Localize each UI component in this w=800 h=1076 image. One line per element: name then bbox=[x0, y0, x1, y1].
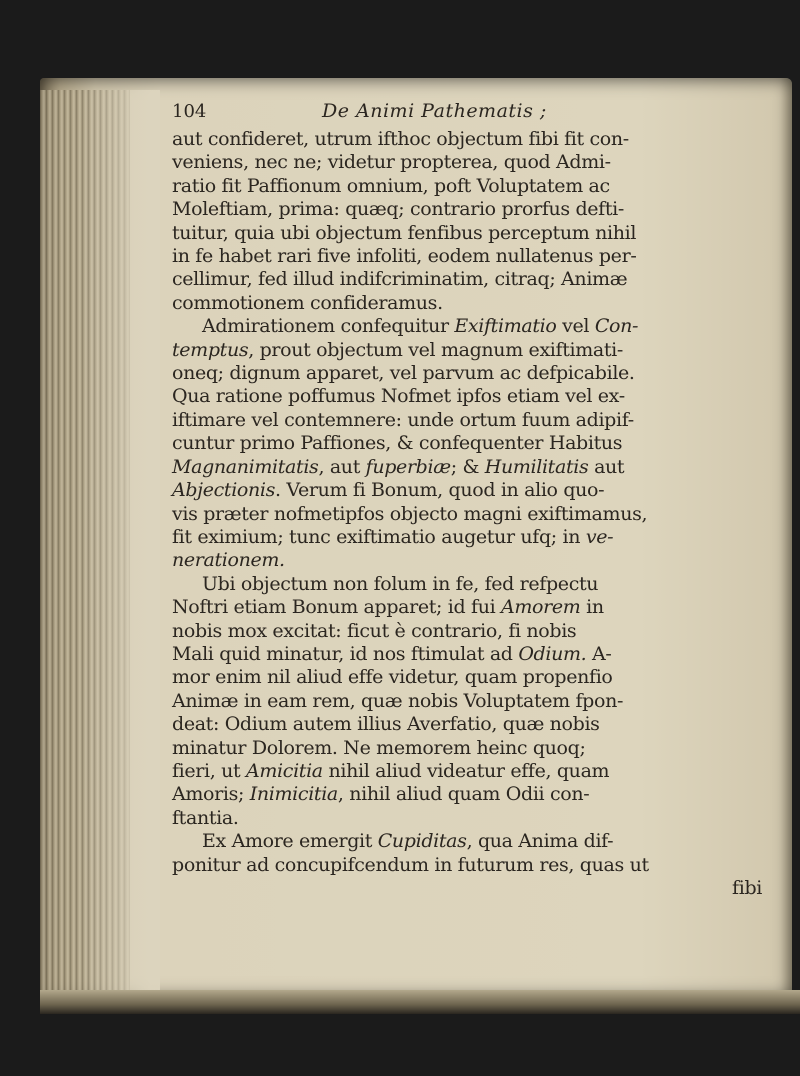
text-run: Animæ in eam rem, quæ nobis Voluptatem fpon- bbox=[172, 689, 624, 712]
text-line bbox=[172, 666, 772, 689]
text-line bbox=[172, 175, 772, 198]
text-line bbox=[172, 807, 772, 830]
text-line bbox=[172, 268, 772, 291]
text-run: . Verum fi Bonum, quod in alio quo- bbox=[275, 479, 605, 502]
text-line bbox=[172, 456, 772, 479]
text-run: commotionem confideramus. bbox=[172, 291, 443, 314]
text-run: vis præter nofmetipfos objecto magni exiftimamus, bbox=[172, 502, 648, 525]
text-line bbox=[172, 690, 772, 713]
text-line bbox=[172, 620, 772, 643]
text-run: ratio fit Paffionum omnium, poft Voluptatem ac bbox=[172, 174, 610, 197]
text-line bbox=[172, 830, 772, 853]
running-title: De Animi Pathematis ; bbox=[322, 100, 547, 122]
text-run: nobis mox excitat: ficut è contrario, fi nobis bbox=[172, 619, 577, 642]
italic-term: Odium. bbox=[518, 642, 587, 665]
page-number: 104 bbox=[172, 101, 207, 122]
page-header bbox=[172, 100, 772, 126]
text-run: ponitur ad concupifcendum in futurum res, quas ut bbox=[172, 853, 649, 876]
text-run: fieri, ut bbox=[172, 759, 247, 782]
text-line bbox=[172, 339, 772, 362]
text-line bbox=[172, 737, 772, 760]
text-run: aut bbox=[588, 455, 625, 478]
italic-term: Magnanimitatis bbox=[172, 455, 319, 478]
text-run: Qua ratione poffumus Nofmet ipfos etiam vel ex- bbox=[172, 385, 625, 408]
text-run: A- bbox=[586, 642, 612, 665]
text-line bbox=[172, 409, 772, 432]
text-run: cuntur primo Paffiones, & confequenter Habitus bbox=[172, 432, 623, 455]
text-line bbox=[172, 573, 772, 596]
text-run: vel bbox=[556, 315, 595, 338]
text-run: minatur Dolorem. Ne memorem heinc quoq; bbox=[172, 736, 586, 759]
text-run: oneq; dignum apparet, vel parvum ac defpicabile. bbox=[172, 362, 635, 385]
text-run: ftantia. bbox=[172, 806, 239, 829]
text-run: cellimur, fed illud indifcriminatim, citraq; Animæ bbox=[172, 268, 628, 291]
text-run: nihil aliud videatur effe, quam bbox=[322, 759, 610, 782]
italic-term: Amorem bbox=[501, 596, 581, 619]
text-line bbox=[172, 198, 772, 221]
text-run: , nihil aliud quam Odii con- bbox=[337, 783, 590, 806]
text-run: Noftri etiam Bonum apparet; id fui bbox=[172, 596, 501, 619]
text-line bbox=[172, 713, 772, 736]
text-run: fit eximium; tunc exiftimatio augetur ufq; in bbox=[172, 525, 586, 548]
text-line bbox=[172, 432, 772, 455]
italic-term: ve- bbox=[585, 525, 614, 548]
catchword: fibi bbox=[732, 877, 762, 899]
text-run: tuitur, quia ubi objectum fenfibus perceptum nihil bbox=[172, 221, 637, 244]
text-line bbox=[172, 760, 772, 783]
text-line bbox=[172, 503, 772, 526]
text-line bbox=[172, 526, 772, 549]
text-run: mor enim nil aliud effe videtur, quam propenfio bbox=[172, 666, 613, 689]
text-line bbox=[172, 245, 772, 268]
text-line bbox=[172, 479, 772, 502]
italic-term: Amicitia bbox=[246, 759, 323, 782]
italic-term: Exiftimatio bbox=[454, 315, 557, 338]
italic-term: Cupiditas bbox=[377, 830, 467, 853]
text-line bbox=[172, 292, 772, 315]
text-run: veniens, nec ne; videtur propterea, quod Admi- bbox=[172, 151, 611, 174]
italic-term: Inimicitia bbox=[249, 783, 338, 806]
text-line bbox=[172, 151, 772, 174]
gutter-shadow bbox=[80, 90, 160, 990]
text-run: aut confideret, utrum ifthoc objectum fibi fit con- bbox=[172, 128, 629, 150]
text-run: deat: Odium autem illius Averfatio, quæ nobis bbox=[172, 713, 600, 736]
text-line bbox=[172, 315, 772, 338]
text-line bbox=[172, 643, 772, 666]
text-run: Mali quid minatur, id nos ftimulat ad bbox=[172, 642, 519, 665]
text-run: Amoris; bbox=[172, 783, 250, 806]
italic-term: Con- bbox=[594, 315, 639, 338]
text-line bbox=[172, 385, 772, 408]
text-run: in bbox=[580, 596, 604, 619]
text-line bbox=[172, 128, 772, 151]
text-run: , aut bbox=[318, 455, 366, 478]
text-run: Ex Amore emergit bbox=[202, 830, 378, 853]
text-run: ; & bbox=[450, 455, 485, 478]
page-text bbox=[172, 100, 772, 900]
book-bottom-edge bbox=[40, 990, 800, 1014]
italic-term: Humilitatis bbox=[484, 455, 589, 478]
italic-term: temptus bbox=[172, 338, 249, 361]
text-line bbox=[172, 596, 772, 619]
text-line bbox=[172, 222, 772, 245]
text-line bbox=[172, 549, 772, 572]
text-run: , prout objectum vel magnum exiftimati- bbox=[248, 338, 623, 361]
text-run: Ubi objectum non folum in fe, fed refpectu bbox=[202, 572, 599, 595]
body-text bbox=[172, 128, 772, 877]
text-run: Moleftiam, prima: quæq; contrario prorfus defti- bbox=[172, 198, 624, 221]
text-line bbox=[172, 783, 772, 806]
text-run: iftimare vel contemnere: unde ortum fuum adipif- bbox=[172, 408, 634, 431]
text-run: Admirationem confequitur bbox=[202, 315, 455, 338]
italic-term: nerationem. bbox=[172, 549, 285, 572]
text-run: , qua Anima dif- bbox=[466, 830, 614, 853]
text-line bbox=[172, 362, 772, 385]
italic-term: Abjectionis bbox=[172, 479, 276, 502]
italic-term: fuperbiæ bbox=[365, 455, 451, 478]
text-run: in fe habet rari five infoliti, eodem nullatenus per- bbox=[172, 245, 637, 268]
text-line bbox=[172, 854, 772, 877]
